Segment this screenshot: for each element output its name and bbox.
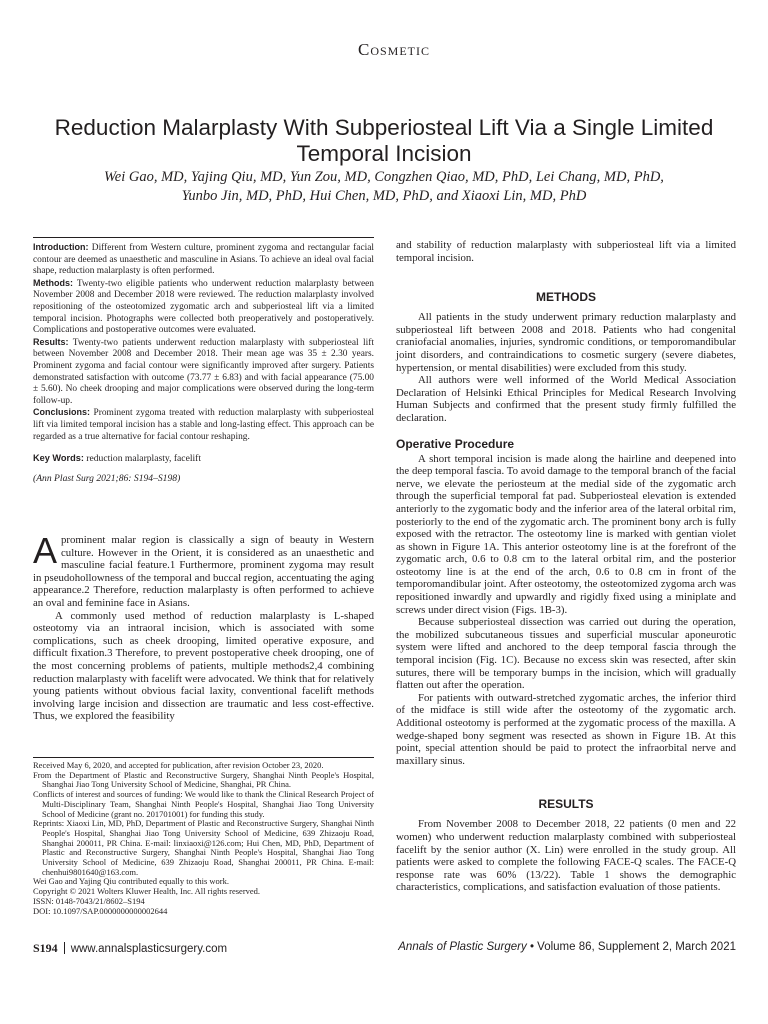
abstract-conclusions-label: Conclusions: xyxy=(33,407,91,418)
journal-issue: • Volume 86, Supplement 2, March 2021 xyxy=(529,941,736,953)
abstract-results-text: Twenty-two patients underwent reduction malarplasty with subperiosteal lift between November 2008 and December 2018. Their mean age was 35 ± 2.30 years. Prominent zygoma and facial contour were significantly improved after surgery. Patients demonstrated satisfaction with outcome (73.77 ± 6.83) and with facial appearance (75.00 ± 5.60). No cheek drooping and major complications were observed during the long-term follow-up. xyxy=(33,337,374,406)
operative-procedure-heading: Operative Procedure xyxy=(396,436,515,451)
footnote-copyright: Copyright © 2021 Wolters Kluwer Health, Inc. All rights reserved. xyxy=(33,886,261,897)
methods-heading: METHODS xyxy=(536,290,596,305)
operative-paragraph-2: Because subperiosteal dissection was carried out during the operation, the mobilized subcutaneous tissues and superficial muscular aponeurotic system were lifted and anchored to the deep temporal fascia through the temporal incision (Fig. 1C). Because no excess skin was resected, after skin sutures, there will be temporary bumps in the incision, which will gradually flatten out after the operation. xyxy=(396,616,736,692)
footnote-issn: ISSN: 0148-7043/21/8602–S194 xyxy=(33,895,145,906)
abstract-conclusions xyxy=(33,407,374,443)
footnote-equal-contribution: Wei Gao and Yajing Qiu contributed equally to this work. xyxy=(33,876,229,887)
abstract-results-label: Results: xyxy=(33,336,69,347)
right-column xyxy=(396,239,736,894)
footnotes xyxy=(33,757,374,916)
intro-paragraph-1 xyxy=(33,530,374,610)
footer-right xyxy=(398,941,736,953)
dropcap: A xyxy=(33,530,58,571)
methods-paragraph-1: All patients in the study underwent primary reduction malarplasty and subperiosteal lift between 2008 and 2018. Patients who had congenital craniofacial anomalies, injuries, syndromic conditions, or temporomandibular joint disorders, and contraindications to cosmetic surgery (severe diabetes, hypertension, or mental disabilities) were excluded from this study. xyxy=(396,311,736,374)
authors-line-1: Wei Gao, MD, Yajing Qiu, MD, Yun Zou, MD, Congzhen Qiao, MD, PhD, Lei Chang, MD, PhD, xyxy=(104,169,664,185)
citation: (Ann Plast Surg 2021;86: S194–S198) xyxy=(33,472,181,484)
continued-paragraph: and stability of reduction malarplasty with subperiosteal lift via a limited temporal incision. xyxy=(396,239,736,264)
abstract-conclusions-text: Prominent zygoma treated with reduction malarplasty with subperiosteal lift via limited temporal incision has a stable and long-lasting effect. This approach can be regarded as a true alternative for facial contour reshaping. xyxy=(33,408,375,442)
abstract-methods-label: Methods: xyxy=(33,277,73,288)
operative-paragraph-1: A short temporal incision is made along the hairline and deepened into the deep temporal fascia. To avoid damage to the temporal branch of the facial nerve, we elevate the periosteum at the medial side of the zygomatic arch through the superficial temporal fat pad. Subperiosteal elevation is extended anteriorly to the zygomatic body and the inferior area of the lateral orbital rim, posteriorly to the end of the zygomatic arch. The prominent bony arch is fully exposed with the retractor. The osteotomy line is marked with gentian violet as shown in Figure 1A. This anterior osteotomy line is at the forefront of the zygomatic arch, 0.6 to 0.8 cm to the lateral orbital rim, and the posterior osteotomy line is at the end of the arch, 0.6 to 0.8 cm in front of the temporomandibular joint. After osteotomy, the osteotomized zygoma arch was repositioned inwardly and upwardly and rigidly fixed using a miniplate and screws under direct vision (Figs. 1B-3). xyxy=(396,452,736,616)
introduction xyxy=(33,530,374,723)
section-label: Cosmetic xyxy=(357,40,430,59)
abstract xyxy=(33,237,374,484)
footer-left xyxy=(33,941,227,956)
operative-paragraph-3: For patients with outward-stretched zygomatic arches, the inferior third of the midface is still wide after the osteotomy of the zygomatic arch. Additional osteotomy is performed at the zygomatic process of the maxilla. A wedge-shaped bony segment was resected as shown in Figure 1B. At this point, special attention should be paid to protect the infraorbital nerve and maxillary sinus. xyxy=(396,691,736,767)
journal-website-link[interactable]: www.annalsplasticsurgery.com xyxy=(70,943,228,955)
intro-p1-text: prominent malar region is classically a sign of beauty in Western culture. However in the Orient, it is considered as an unaesthetic and masculine facial feature.1 Furthermore, prominent zygoma may result in pseudohollowness of the temporal and buccal region, accentuating the aging appearance.2 Therefore, reduction malarplasty is often performed to achieve an oval and feminine face in Asians. xyxy=(33,534,374,609)
keywords-label: Key Words: xyxy=(33,453,84,464)
abstract-methods-text: Twenty-two eligible patients who underwent reduction malarplasty between November 2008 and December 2018 were reviewed. The reduction malarplasty involved repositioning of the osteotomized zygomatic arch and subperiosteal lift via a limited temporal incision. Photographs were collected both preoperatively and postoperatively. Complications and postoperative outcomes were evaluated. xyxy=(33,278,374,336)
abstract-intro-label: Introduction: xyxy=(33,242,89,252)
abstract-methods xyxy=(33,278,374,337)
page-number: S194 xyxy=(33,941,58,955)
methods-paragraph-2: All authors were well informed of the World Medical Association Declaration of Helsinki Ethical Principles for Medical Research Involving Human Subjects and confirmed that the present study firmly fulfilled the declaration. xyxy=(396,374,736,424)
results-paragraph-1: From November 2008 to December 2018, 22 patients (0 men and 22 women) who underwent reduction malarplasty combined with subperiosteal facelift by the senior author (X. Lin) were enrolled in the study group. All patients were asked to complete the following FACE-Q scales. The FACE-Q response rate was 60% (13/22). Table 1 shows the demographic characteristics, complications, and satisfaction evaluation of those patients. xyxy=(396,818,736,894)
intro-paragraph-2: A commonly used method of reduction malarplasty is L-shaped osteotomy via an intraoral incision, which is associated with some complications, such as cheek drooping, limited operative exposure, and difficult fixation.3 Therefore, to prevent postoperative cheek drooping, one of the most concerning problems of patients, multiple methods2,4 combining reduction malarplasty with facelift were advocated. We think that for relatively young patients without obvious facial laxity, conventional facelift methods involving large incision and dissection are traumatic and less cost-effective. Thus, we explored the feasibility xyxy=(33,609,374,723)
footnote-received: Received May 6, 2020, and accepted for publication, after revision October 23, 2020. xyxy=(33,760,324,770)
footer-divider xyxy=(64,942,65,954)
abstract-introduction xyxy=(33,242,374,278)
footnote-doi: DOI: 10.1097/SAP.0000000000002644 xyxy=(33,905,168,916)
footnote-funding: Conflicts of interest and sources of funding: We would like to thank the Clinical Research Project of Multi-Disciplinary Team, Shanghai Ninth People's Hospital, Shanghai Jiao Tong University School of Medicine (grant no. 201701001) for funding this study. xyxy=(33,789,374,819)
keywords xyxy=(33,453,374,465)
keywords-text: reduction malarplasty, facelift xyxy=(86,453,202,465)
article-title: Reduction Malarplasty With Subperiosteal Lift Via a Single Limited Temporal Incision xyxy=(54,115,714,167)
footnote-affiliation: From the Department of Plastic and Reconstructive Surgery, Shanghai Ninth People's Hospital, Shanghai Jiao Tong University School of Medicine, Shanghai, PR China. xyxy=(33,769,374,790)
author-list xyxy=(40,168,728,206)
abstract-intro-text: Different from Western culture, prominent zygoma and rectangular facial contour are deemed as unaesthetic and masculine in Asians. To achieve an ideal oval facial shape, reduction malarplasty is often performed. xyxy=(33,243,374,277)
results-heading: RESULTS xyxy=(538,797,594,812)
authors-line-2: Yunbo Jin, MD, PhD, Hui Chen, MD, PhD, and Xiaoxi Lin, MD, PhD xyxy=(181,188,587,204)
journal-name: Annals of Plastic Surgery xyxy=(398,941,527,953)
abstract-results xyxy=(33,337,374,408)
footnote-reprints: Reprints: Xiaoxi Lin, MD, PhD, Department of Plastic and Reconstructive Surgery, Shanghai Ninth People's Hospital, Shanghai Jiao Tong University School of Medicine, 639 Zhizaoju Road, Shanghai 200011, PR China. E-mail: linxiaoxi@126.com; Hui Chen, MD, PhD, Department of Plastic and Reconstructive Surgery, Shanghai Ninth People's Hospital, Shanghai Jiao Tong University School of Medicine, 639 Zhizaoju Road, Shanghai 200011, PR China. E-mail: chenhui9801640@163.com. xyxy=(33,818,374,877)
